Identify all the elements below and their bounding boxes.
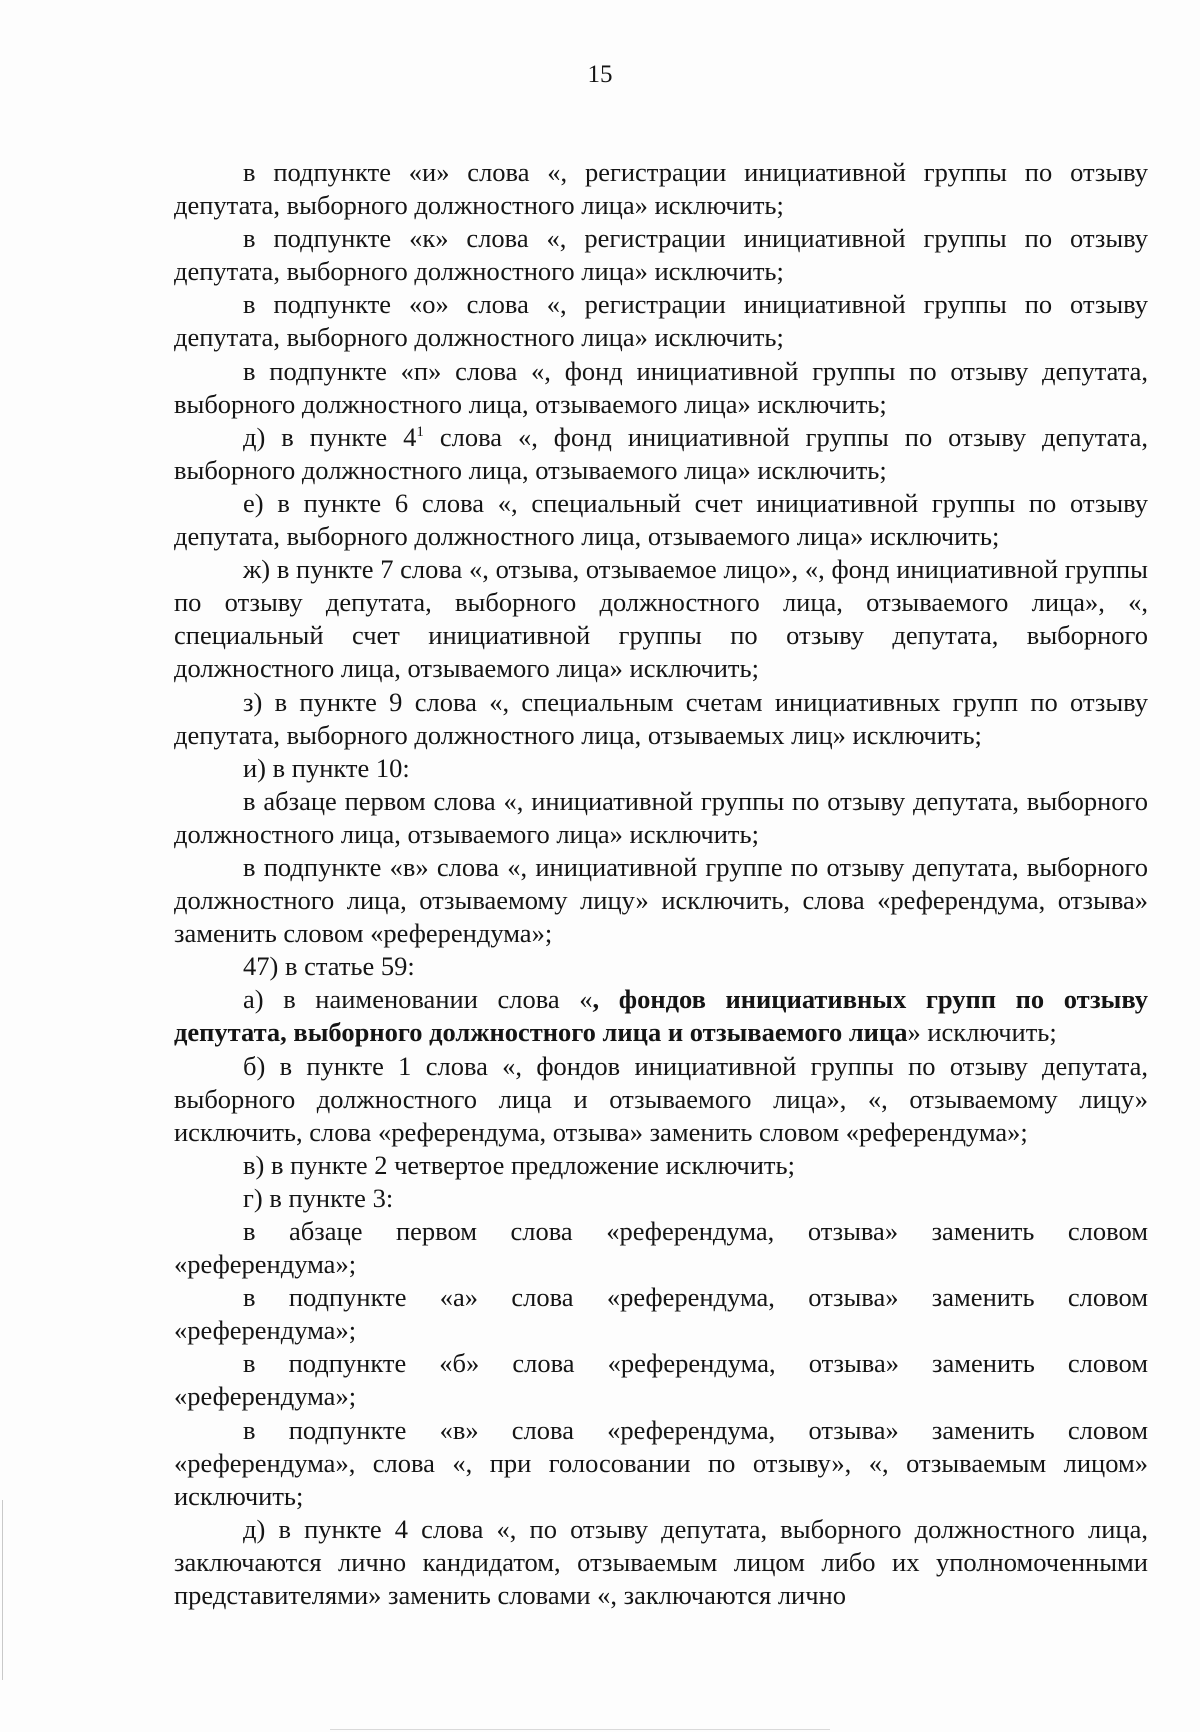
paragraph-p19 bbox=[174, 1347, 1148, 1413]
paragraph-p2 bbox=[174, 222, 1148, 288]
text-segment: в абзаце первом слова «референдума, отзыва» заменить словом «референдума»; bbox=[174, 1216, 1148, 1280]
paragraph-p13 bbox=[174, 983, 1148, 1049]
text-segment: в подпункте «и» слова «, регистрации инициативной группы по отзыву депутата, выборного должностного лица» исключить; bbox=[174, 157, 1148, 221]
text-segment: в подпункте «п» слова «, фонд инициативной группы по отзыву депутата, выборного должностного лица, отзываемого лица» исключить; bbox=[174, 355, 1148, 419]
paragraph-p6 bbox=[174, 487, 1148, 553]
scan-edge-mark-bottom bbox=[330, 1729, 830, 1730]
text-segment: д) в пункте 4 слова «, по отзыву депутата, выборного должностного лица, заключаются лично кандидатом, отзываемым лицом либо их уполномоченными представителями» заменить словами «, заключаются лично bbox=[174, 1513, 1148, 1611]
text-segment: слова «, фонд инициативной группы по отзыву депутата, выборного должностного лица, отзываемого лица» исключить; bbox=[174, 421, 1148, 485]
text-segment: в подпункте «о» слова «, регистрации инициативной группы по отзыву депутата, выборного должностного лица» исключить; bbox=[174, 289, 1148, 353]
paragraph-p20 bbox=[174, 1414, 1148, 1513]
page-number: 15 bbox=[587, 61, 613, 88]
paragraph-p1 bbox=[174, 156, 1148, 222]
text-segment: в подпункте «к» слова «, регистрации инициативной группы по отзыву депутата, выборного должностного лица» исключить; bbox=[174, 223, 1148, 287]
text-segment: в подпункте «в» слова «, инициативной группе по отзыву депутата, выборного должностного лица, отзываемому лицу» исключить, слова «референдума, отзыва» заменить словом «референдума»; bbox=[174, 851, 1148, 949]
text-segment: е) в пункте 6 слова «, специальный счет инициативной группы по отзыву депутата, выборного должностного лица, отзываемого лица» исключить; bbox=[174, 487, 1148, 552]
bold-text-segment: , фондов инициативных групп по отзыву депутата, выборного должностного лица и отзываемого лица bbox=[174, 984, 1148, 1048]
text-segment: г) в пункте 3: bbox=[243, 1182, 394, 1213]
paragraph-p12 bbox=[174, 950, 1148, 983]
document-body bbox=[174, 156, 1148, 1612]
scan-edge-mark-left bbox=[2, 1500, 3, 1680]
paragraph-p17 bbox=[174, 1215, 1148, 1281]
text-segment: 47) в статье 59: bbox=[243, 951, 415, 982]
paragraph-p21 bbox=[174, 1513, 1148, 1612]
text-segment: д) в пункте 4 bbox=[243, 421, 417, 452]
paragraph-p14 bbox=[174, 1050, 1148, 1149]
text-segment: и) в пункте 10: bbox=[243, 752, 410, 783]
text-segment: » исключить; bbox=[907, 1017, 1057, 1048]
paragraph-p8 bbox=[174, 686, 1148, 752]
text-segment: в подпункте «в» слова «референдума, отзыва» заменить словом «референдума», слова «, при голосовании по отзыву», «, отзываемым лицом» исключить; bbox=[174, 1414, 1148, 1511]
superscript: 1 bbox=[416, 423, 424, 440]
text-segment: в подпункте «б» слова «референдума, отзыва» заменить словом «референдума»; bbox=[174, 1348, 1148, 1412]
paragraph-p18 bbox=[174, 1281, 1148, 1347]
text-segment: в) в пункте 2 четвертое предложение исключить; bbox=[243, 1149, 795, 1180]
text-segment: а) в наименовании слова « bbox=[243, 984, 593, 1015]
paragraph-p11 bbox=[174, 851, 1148, 950]
paragraph-p16 bbox=[174, 1182, 1148, 1215]
text-segment: з) в пункте 9 слова «, специальным счетам инициативных групп по отзыву депутата, выборного должностного лица, отзываемых лиц» исключить; bbox=[174, 686, 1148, 750]
paragraph-p5 bbox=[174, 421, 1148, 487]
text-segment: б) в пункте 1 слова «, фондов инициативной группы по отзыву депутата, выборного должностного лица и отзываемого лица», «, отзываемому лицу» исключить, слова «референдума, отзыва» заменить словом «референдума»; bbox=[174, 1050, 1148, 1147]
text-segment: ж) в пункте 7 слова «, отзыва, отзываемое лицо», «, фонд инициативной группы по отзыву депутата, выборного должностного лица, отзываемого лица», «, специальный счет инициативной группы по отзыву депутата, выборного должностного лица, отзываемого лица» исключить; bbox=[174, 554, 1148, 684]
paragraph-p4 bbox=[174, 355, 1148, 421]
text-segment: в подпункте «а» слова «референдума, отзыва» заменить словом «референдума»; bbox=[174, 1282, 1148, 1346]
paragraph-p3 bbox=[174, 288, 1148, 354]
paragraph-p15 bbox=[174, 1149, 1148, 1182]
paragraph-p10 bbox=[174, 785, 1148, 851]
text-segment: в абзаце первом слова «, инициативной группы по отзыву депутата, выборного должностного лица, отзываемого лица» исключить; bbox=[174, 785, 1148, 849]
paragraph-p7 bbox=[174, 553, 1148, 685]
paragraph-p9 bbox=[174, 752, 1148, 785]
